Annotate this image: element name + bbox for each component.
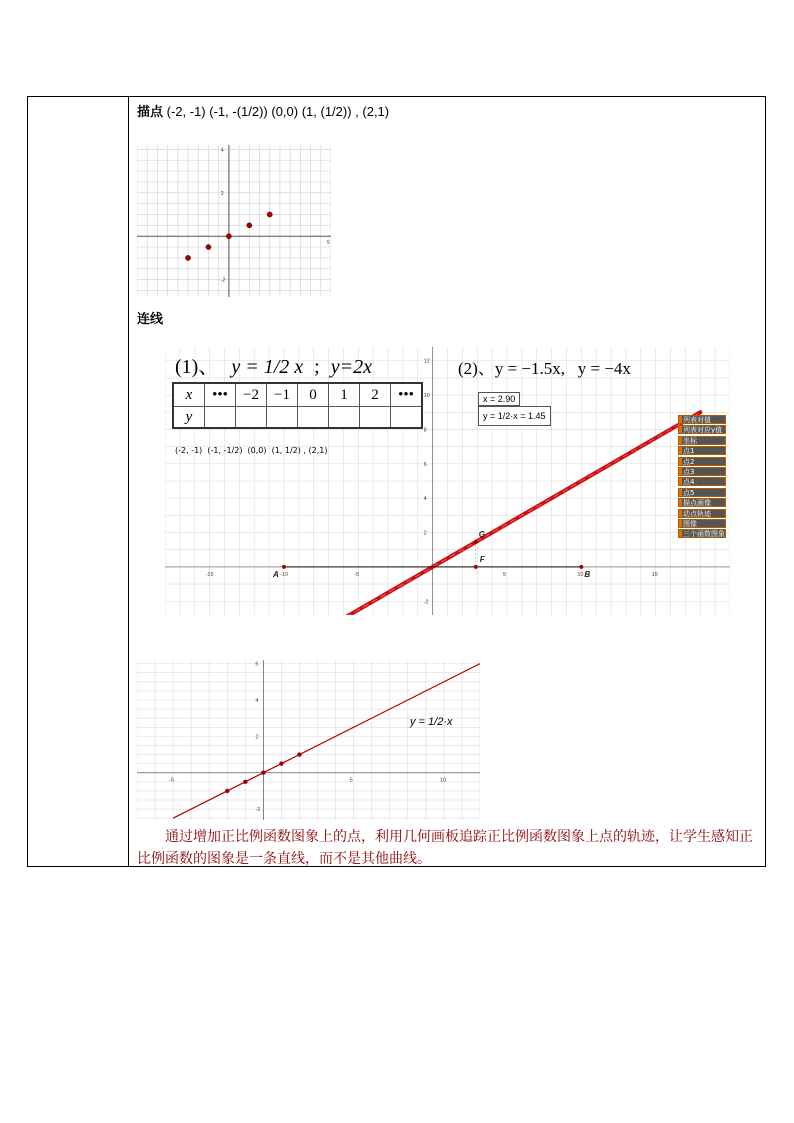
x-tick-label: 10 <box>577 571 584 578</box>
plot1-tick-labels <box>221 147 330 283</box>
y-tick-label: -2 <box>255 807 261 814</box>
graph2-marks <box>272 412 700 615</box>
sketch-action-button[interactable]: 三个函数图象 <box>678 529 726 538</box>
point-F <box>474 565 478 569</box>
y-tick-label: 6 <box>423 461 427 468</box>
data-point <box>297 752 301 756</box>
y-tick-label: -2 <box>423 599 429 606</box>
sketch-action-button[interactable]: 动点轨迹 <box>678 509 726 518</box>
value-table <box>172 382 423 429</box>
y-tick-label: 4 <box>220 147 224 154</box>
scatter-plot-1 <box>137 145 331 297</box>
y-tick-label: 2 <box>255 734 259 741</box>
x-tick-label: 10 <box>439 777 447 784</box>
value-table-row-y <box>173 407 422 429</box>
data-point <box>225 789 229 793</box>
data-point <box>243 780 247 784</box>
readout-x: x = 2.90 <box>478 392 520 406</box>
graph2-title2: (2)、y = −1.5x, y = −4x <box>458 359 631 378</box>
y-tick-label: 8 <box>423 427 427 434</box>
point-B <box>579 565 583 569</box>
sketch-action-button[interactable]: 点3 <box>678 467 726 476</box>
readout-y: y = 1/2·x = 1.45 <box>478 406 551 426</box>
y-tick-label: 10 <box>423 393 430 400</box>
data-point <box>279 761 283 765</box>
x-tick-label: 5 <box>327 240 330 247</box>
x-tick-label: 5 <box>502 571 507 578</box>
value-table-cell: −2 <box>236 383 267 407</box>
x-tick-label: 15 <box>651 571 658 578</box>
graph3-grid <box>137 660 480 820</box>
value-table-cell: −1 <box>267 383 298 407</box>
y-tick-label: 6 <box>255 661 259 668</box>
x-tick-label: 5 <box>349 777 353 784</box>
graph2-points-line: (-2, -1) (-1, -1/2) (0,0) (1, 1/2) , (2,1) <box>175 446 328 455</box>
table-column-divider <box>128 96 129 867</box>
point-G <box>474 540 478 544</box>
graph3-equation-label: y = 1/2·x <box>410 716 453 728</box>
value-table-cell: ••• <box>391 383 423 407</box>
y-tick-label: 4 <box>255 698 259 704</box>
sketch-action-button[interactable]: 点2 <box>678 457 726 466</box>
value-table-cell: x <box>173 383 205 407</box>
function-line <box>173 661 480 819</box>
data-point <box>247 223 252 228</box>
graph2-title1-sep: ; <box>314 356 320 378</box>
point-A <box>282 565 286 569</box>
sketch-action-button[interactable]: 列表对应y值 <box>678 425 726 434</box>
value-table-cell <box>391 407 423 429</box>
label-B: B <box>584 569 591 579</box>
graph2-title1-eq1: y = 1/2 x <box>231 356 304 378</box>
graph2-title1-eq2: y=2x <box>330 356 372 378</box>
sketch-action-button[interactable]: 图像 <box>678 519 726 528</box>
value-table-cell <box>360 407 391 429</box>
x-tick-label: -10 <box>279 571 288 578</box>
data-point <box>226 234 231 239</box>
value-table-cell <box>205 407 236 429</box>
value-table-cell: 1 <box>329 383 360 407</box>
data-point <box>267 212 272 217</box>
value-table-cell <box>329 407 360 429</box>
value-table-cell <box>236 407 267 429</box>
graph2-title1 <box>175 350 372 379</box>
x-tick-label: -15 <box>205 571 214 578</box>
section1-points-text: (-2, -1) (-1, -(1/2)) (0,0) (1, (1/2)) , (2,1) <box>166 104 390 119</box>
x-tick-label: -5 <box>354 571 360 578</box>
label-F: F <box>479 554 485 564</box>
sketch-action-button[interactable]: 点4 <box>678 477 726 486</box>
value-table-row-x <box>173 383 422 407</box>
sketch-action-button[interactable]: 点5 <box>678 488 726 497</box>
y-tick-label: 2 <box>423 530 427 537</box>
data-point <box>185 255 190 260</box>
data-point <box>261 771 265 775</box>
sketch-action-button[interactable]: 坐标 <box>678 436 726 445</box>
y-tick-label: -2 <box>220 277 226 284</box>
plot1-grid <box>137 145 331 297</box>
section1-label: 描点 <box>137 104 164 119</box>
data-point <box>206 244 211 249</box>
y-tick-label: 4 <box>423 496 427 503</box>
graph2-title1-prefix: (1)、 <box>175 356 219 378</box>
summary-paragraph: 通过增加正比例函数图象上的点，利用几何画板追踪正比例函数图象上点的轨迹，让学生感知正比例函数的图象是一条直线，而不是其他曲线。 <box>137 829 753 867</box>
value-table-cell <box>267 407 298 429</box>
label-A: A <box>272 569 279 579</box>
graph3-axes <box>137 660 480 820</box>
sketch-action-button[interactable]: 列表对值 <box>678 415 726 424</box>
value-table-cell: y <box>173 407 205 429</box>
value-table-cell: 2 <box>360 383 391 407</box>
section2-label: 连线 <box>137 311 164 326</box>
value-table-cell: 0 <box>298 383 329 407</box>
section1-heading <box>137 101 389 120</box>
value-table-cell: ••• <box>205 383 236 407</box>
y-tick-label: 12 <box>423 358 430 365</box>
plot1-axes <box>137 145 331 297</box>
sketch-action-button[interactable]: 描点画像 <box>678 498 726 507</box>
trace-line <box>329 412 701 615</box>
graph3-tick-labels <box>169 662 446 813</box>
label-G: G <box>478 529 485 539</box>
y-tick-label: 2 <box>220 190 224 197</box>
line-graph-3 <box>137 660 480 820</box>
value-table-cell <box>298 407 329 429</box>
x-tick-label: -5 <box>169 777 174 784</box>
sketch-action-button[interactable]: 点1 <box>678 446 726 455</box>
graph3-marks <box>173 661 480 819</box>
